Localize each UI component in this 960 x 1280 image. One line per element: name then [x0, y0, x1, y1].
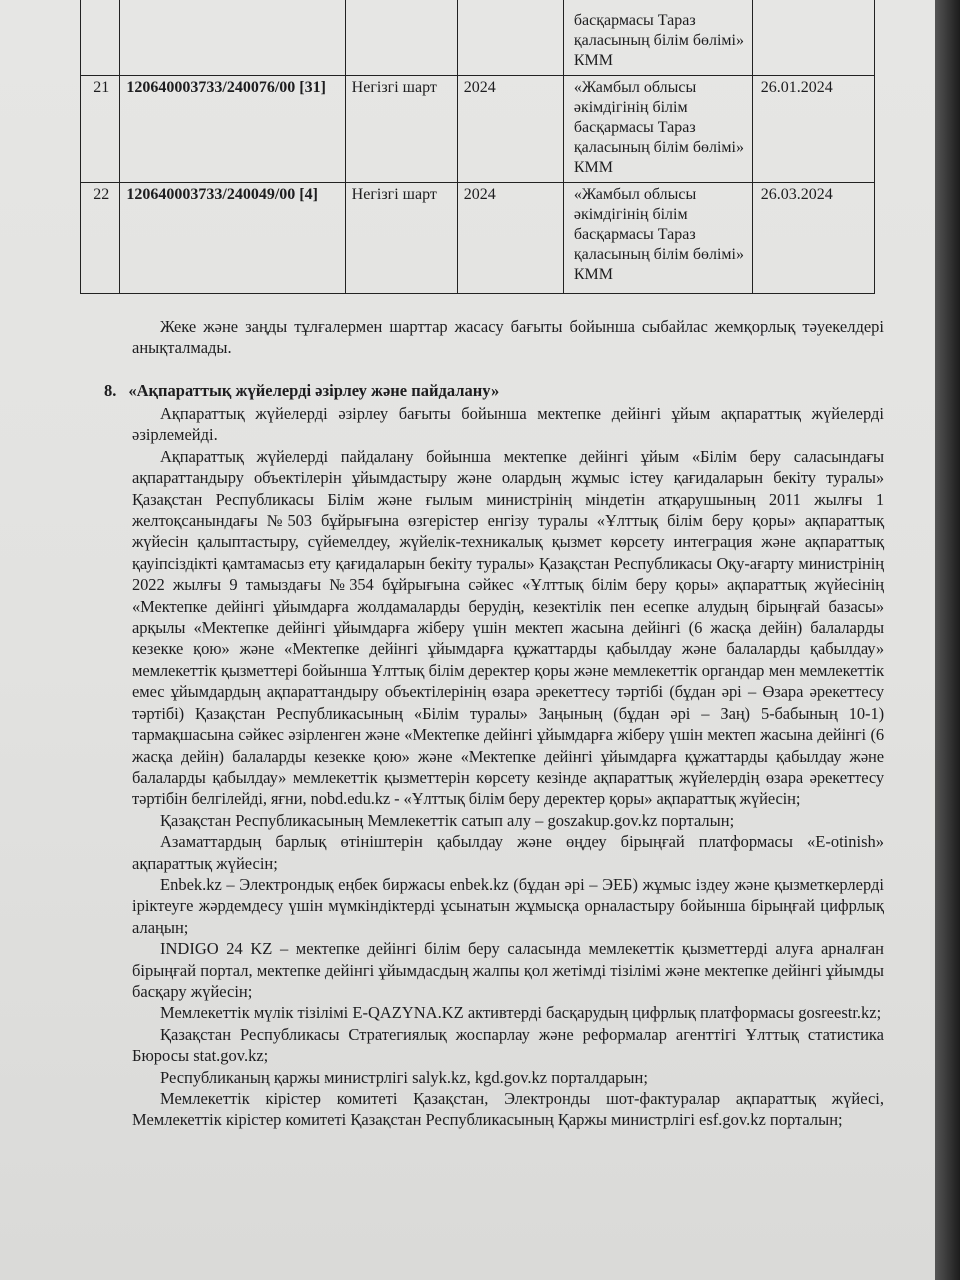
body-paragraph: Ақпараттық жүйелерді пайдалану бойынша мектепке дейінгі ұйым «Білім беру саласындағы ақпараттандыру объектілерін ұйымдастыру және олардың жұмыс істеу қағидаларын бекіту туралы» Қазақстан Республикасы Білім және ғылым министрінің міндетін атқарушының 2011 жылғы 1 желтоқсанындағы №503 бұйрығына өзгерістер енгізу туралы «Ұлттық білім беру қоры» ақпараттық жүйесін қалыптастыру, сүйемелдеу, жүйелік-техникалық қызмет көрсету интеграция және ақпараттық қауіпсіздікті қамтамасыз ету қағидаларын бекіту туралы» Қазақстан Республикасы Оқу-ағарту министрінің 2022 жылғы 9 тамыздағы №354 бұйрығына сәйкес «Ұлттық білім беру қоры» ақпараттық жүйесінің «Мектепке дейінгі ұйымдарға жолдамаларды берудің, кезектілік пен есепке алудың бірыңғай базасы» арқылы «Мектепке дейінгі ұйымдарға жіберу үшін мектеп жасына дейінгі (6 жасқа дейін) балаларды кезекке қою» және «Мектепке дейінгі ұйымдарға құжаттарды қабылдау және балаларды қабылдау» мемлекеттік қызметтері бойынша Ұлттық білім деректер қоры және мемлекеттік органдар мен мемлекеттік емес ұйымдардың ақпараттандыру объектілерінің өзара әрекеттесу тәртібі (бұдан әрі – Өзара әрекеттесу тәртібі) Қазақстан Республикасының «Білім туралы» Заңының (бұдан әрі – Заң) 5-бабының 10-1) тармақшасына сәйкес әзірленген және «Мектепке дейінгі ұйымдарға жіберу үшін мектеп жасына дейінгі (6 жасқа дейін) балаларды кезекке қою» және «Мектепке дейінгі ұйымдарға құжаттарды қабылдау және балаларды қабылдау» мемлекеттік қызметтерін көрсету кезінде ақпараттық жүйелердің өзара әрекеттесу тәртібін белгілейді, яғни, nobd.edu.kz - «Ұлттық білім беру деректер қоры» ақпараттық жүйесін; [132, 446, 884, 809]
table-row [81, 183, 875, 294]
page-edge-shadow [935, 0, 960, 1280]
row-number: 21 [81, 76, 120, 183]
contract-type: Негізгі шарт [345, 76, 457, 183]
contract-date: 26.01.2024 [752, 76, 874, 183]
section-body [132, 403, 884, 1131]
contract-organization: «Жамбыл облысы әкімдігінің білім басқармасы Тараз қаласының білім бөлімі» КММ [563, 76, 752, 183]
row-number [81, 0, 120, 76]
body-paragraph: Ақпараттық жүйелерді әзірлеу бағыты бойынша мектепке дейінгі ұйым ақпараттық жүйелерді әзірлемейді. [132, 404, 884, 445]
contract-id [120, 0, 345, 76]
table-row [81, 76, 875, 183]
body-paragraph: Қазақстан Республикасы Стратегиялық жоспарлау және реформалар агенттігі Ұлттық статистика Бюросы stat.gov.kz; [132, 1024, 884, 1066]
body-paragraph: Мемлекеттік мүлік тізілімі E-QAZYNA.KZ активтерді басқарудың цифрлық платформасы gosreestr.kz; [160, 1003, 882, 1023]
contract-date [752, 0, 874, 76]
contract-organization: басқармасы Тараз қаласының білім бөлімі» КММ [563, 0, 752, 76]
risk-conclusion-paragraph: Жеке және заңды тұлғалермен шарттар жасасу бағыты бойынша сыбайлас жемқорлық тәуекелдері анықталмады. [132, 317, 884, 358]
row-number: 22 [81, 183, 120, 294]
contract-year [457, 0, 563, 76]
contract-id: 120640003733/240049/00 [4] [120, 183, 345, 294]
section-number: 8. [104, 381, 117, 400]
contract-year: 2024 [457, 76, 563, 183]
contracts-table [80, 0, 875, 294]
section-heading [104, 381, 511, 401]
body-paragraph: Мемлекеттік кірістер комитеті Қазақстан, Электронды шот-фактуралар ақпараттық жүйесі, Мемлекеттік кірістер комитеті Қазақстан Республикасының Қаржы министрлігі esf.gov.kz порталын; [132, 1089, 884, 1130]
section-title: «Ақпараттық жүйелерді әзірлеу және пайдалану» [128, 381, 500, 400]
body-paragraph: INDIGO 24 KZ – мектепке дейінгі білім беру саласында мемлекеттік қызметтерді алуға арналған бірыңғай портал, мектепке дейінгі ұйымдасдың жалпы қол жетімді тізілімі және мектепке дейінгі ұйымды басқару жүйесін; [132, 939, 884, 1001]
body-paragraph: Республиканың қаржы министрлігі salyk.kz, kgd.gov.kz порталдарын; [160, 1067, 648, 1087]
contract-type: Негізгі шарт [345, 183, 457, 294]
table-row [81, 0, 875, 76]
contract-date: 26.03.2024 [752, 183, 874, 294]
contract-organization: «Жамбыл облысы әкімдігінің білім басқармасы Тараз қаласының білім бөлімі» КММ [563, 183, 752, 294]
contract-id: 120640003733/240076/00 [31] [120, 76, 345, 183]
body-paragraph: Enbek.kz – Электрондық еңбек биржасы enbek.kz (бұдан әрі – ЭЕБ) жұмыс іздеу және қызметкерлерді іріктеуге жәрдемдесу үшін мүмкіндіктерді ұсынатын жұмысқа орналастыру бойынша бірыңғай цифрлық алаңын; [132, 874, 884, 937]
contract-year: 2024 [457, 183, 563, 294]
body-paragraph: Азаматтардың барлық өтініштерін қабылдау және өңдеу бірыңғай платформасы «E-otinish» ақпараттық жүйесін; [132, 832, 884, 873]
contract-type [345, 0, 457, 76]
risk-conclusion-block [132, 316, 884, 359]
body-paragraph: Қазақстан Республикасының Мемлекеттік сатып алу – goszakup.gov.kz порталын; [160, 810, 735, 830]
